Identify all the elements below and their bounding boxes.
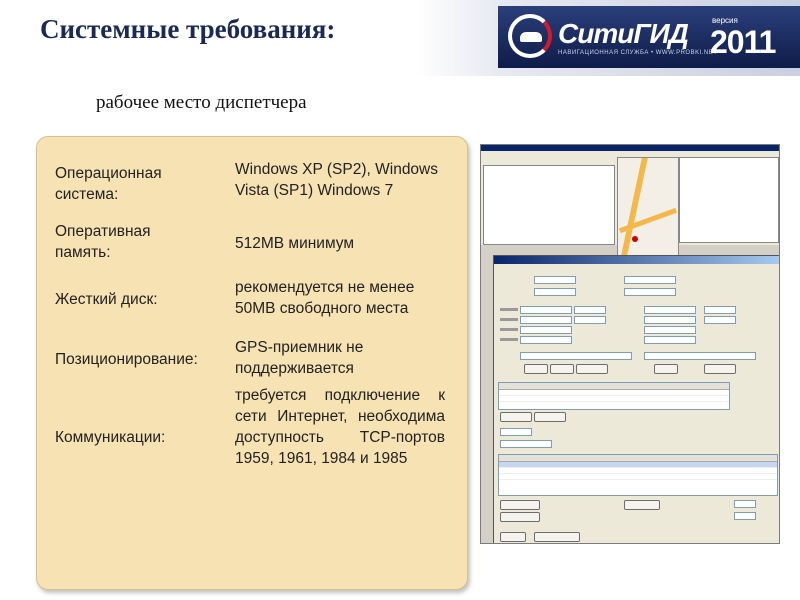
brand-logo <box>498 6 800 68</box>
requirement-label: Позиционирование: <box>55 351 198 368</box>
section-subtitle: рабочее место диспетчера <box>96 92 307 113</box>
orders-table <box>483 165 615 245</box>
requirement-value: требуется подключение к сети Интернет, необходима доступность TCP-портов 1959, 1961, 1984 и 1985 <box>235 387 445 467</box>
version-label: версия <box>712 16 738 25</box>
requirements-panel <box>36 136 468 590</box>
logo-text: СитиГИД <box>558 18 688 49</box>
requirement-label: Оперативная память: <box>55 223 151 261</box>
requirement-value: рекомендуется не менее 50MB свободного места <box>235 279 415 317</box>
header <box>0 0 800 76</box>
requirement-label: Коммуникации: <box>55 429 166 446</box>
requirement-value: 512MB минимум <box>235 235 355 252</box>
requirement-label: Операционная система: <box>55 165 162 203</box>
logo-subtext: НАВИГАЦИОННАЯ СЛУЖБА • WWW.PROBKI.NET <box>558 50 718 56</box>
page-title: Системные требования: <box>40 14 336 44</box>
car-logo-icon <box>508 14 552 58</box>
version-year: 2011 <box>710 24 776 60</box>
side-window <box>679 157 779 243</box>
requirement-label: Жесткий диск: <box>55 291 158 308</box>
map-pin-icon <box>632 236 638 242</box>
order-dialog <box>493 255 780 544</box>
requirement-value: Windows XP (SP2), Windows Vista (SP1) Windows 7 <box>235 161 438 199</box>
dispatcher-app-screenshot <box>480 144 780 544</box>
requirement-value: GPS-приемник не поддерживается <box>235 339 364 377</box>
